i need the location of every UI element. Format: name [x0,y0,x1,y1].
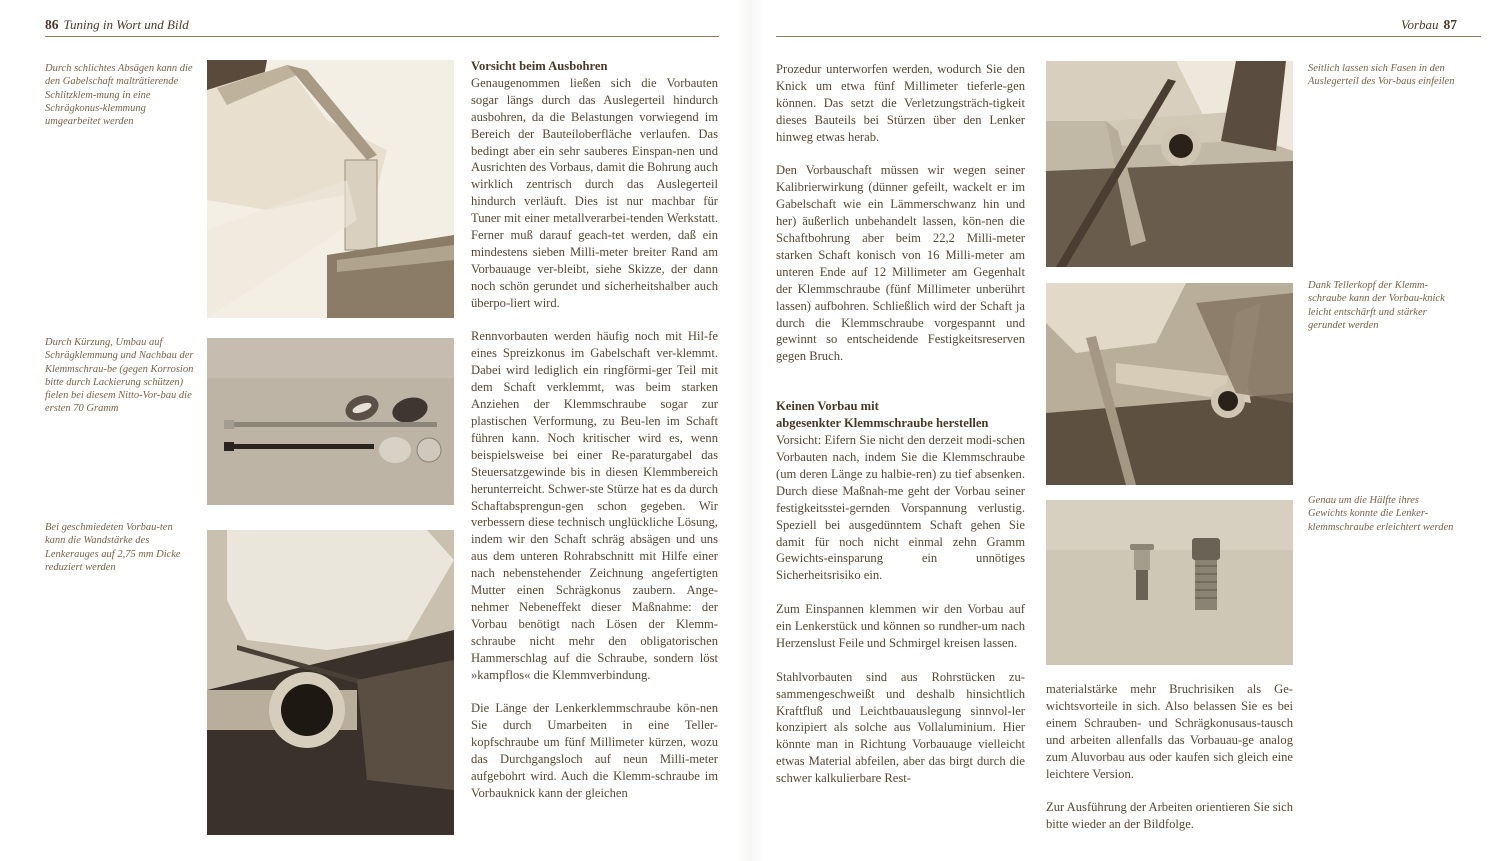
right-text-column-2 [1046,681,1293,850]
paragraph: Prozedur unterworfen werden, wodurch Sie den Knick um etwa fünf Millimeter tieferle-gen können. Das setzt die Verletzungsträch-tigkeit dieses Bauteils bei Stürzen über den Lenker hinweg etwas herab. [776,62,1025,144]
paragraph: materialstärke mehr Bruchrisiken als Ge-wichtsvorteile in sich. Also belassen Sie es bei einem Schrauben- und Schrägkonusaus-tausch und arbeiten allenfalls das Vorbauau-ge analog zum Aluvorbau aus oder kaufen sich gleich eine leichtere Version. [1046,682,1293,781]
caption-1: Durch schlichtes Absägen kann die den Gabelschaft malträtierende Schlitzklem-mung in eine Schrägkonus-klemmung umgearbeitet werden [45,63,193,128]
running-title: Vorbau [1400,17,1439,32]
running-title: Tuning in Wort und Bild [63,17,189,32]
header-rule [776,36,1481,37]
photo-shortened-bolts-and-wedges [207,338,454,505]
paragraph: Die Länge der Lenkerklemmschraube kön-nen Sie durch Umarbeiten in eine Teller-kopfschraube um fünf Millimeter kürzen, wozu das Durchgangsloch auf neun Milli-meter aufgebohrt wird. Auch die Klemm-schraube im Vorbauknick kann der gleichen [471,701,718,800]
page-86 [0,0,750,861]
left-text-column [471,58,718,819]
paragraph: Rennvorbauten werden häufig noch mit Hil-fe eines Spreizkonus im Gabelschaft ver-klemmt. Dabei wird lediglich ein ringförmi-ger Teil mit dem Schaft verklemmt, was beim starken Anziehen der Klemmschraube sogar zur plastischen Verformung, zu Beu-len im Schaft führen kann. Noch kritischer wird es, wenn beispielsweise bei einer Re-paraturgabel das Steuersatzgewinde bis in diesen Klemmbereich herunterreicht. Schwer-ste Stürze hat es da durch Schaftabsprengun-gen schon gegeben. Wir verbessern diese technisch unglückliche Lösung, indem wir den Schaft schräg absägen und uns aus dem unteren Rohrabschnitt mit Hilfe einer nach nebenstehender Zeichnung angefertigten Mutter einen Schrägkonus zaubern. Ange-nehmer Nebeneffekt dieser Maßnahme: der Vorbau benötigt nach Lösen der Klemm-schraube nicht mehr den obligatorischen Hammerschlag auf die Schraube, sondern löst »kampflos« die Klemmverbindung. [471,329,718,682]
section-heading-keinen-vorbau-line2: abgesenkter Klemmschraube herstellen [776,416,989,431]
caption-right-3: Genau um die Hälfte ihres Gewichts konnte die Lenker-klemmschraube erleichtert werden [1308,495,1454,533]
page-number: 87 [1443,17,1457,32]
header-rule [45,36,719,37]
photo-filing-stem-knee [1046,283,1293,485]
running-head-right [1401,17,1457,33]
caption-right-2: Dank Tellerkopf der Klemm-schraube kann der Vorbau-knick leicht entschärft und stärker gerundet werden [1308,280,1445,331]
photo-filing-stem-bevel [1046,61,1293,267]
right-text-column-1 [776,61,1025,804]
photo-filing-stem-clamp-eye [207,530,454,835]
paragraph: Zum Einspannen klemmen wir den Vorbau auf ein Lenkerstück und können so rundher-um nach Herzenslust Feile und Schmirgel kreisen lassen. [776,602,1025,650]
section-heading-vorsicht-beim-ausbohren: Vorsicht beim Ausbohren [471,59,608,73]
page-number: 86 [45,17,59,32]
section-heading-keinen-vorbau-line1: Keinen Vorbau mit [776,399,879,414]
caption-3: Bei geschmiedeten Vorbau-ten kann die Wandstärke des Lenkerauges auf 2,75 mm Dicke reduziert werden [45,522,181,573]
photo-lightened-clamp-bolt-comparison [1046,500,1293,665]
paragraph: Den Vorbauschaft müssen wir wegen seiner Kalibrierwirkung (dünner gefeilt, wackelt er im Gabelschaft wie ein Lämmerschwanz hin und her) äußerlich unbehandelt lassen, kön-nen die Schaftbohrung aber beim 22,2 Milli-meter starken Schaft konisch von 16 Milli-meter am unteren Ende auf 12 Millimeter am Gegenhalt der Klemmschraube (fünf Millimeter unberührt lassen) aufbohren. Schließlich wird der Schaft ja durch die Klemmschraube vorgespannt und gewinnt so entscheidende Festigkeitsreserven gegen Bruch. [776,163,1025,364]
paragraph: Zur Ausführung der Arbeiten orientieren Sie sich bitte wieder an der Bildfolge. [1046,800,1293,832]
paragraph: Vorsicht: Eifern Sie nicht den derzeit modi-schen Vorbauten nach, indem Sie die Klemmschraube (um deren Länge zu halbie-ren) zu tief absenken. Durch diese Maßnah-me geht der Vorbau seiner festigkeitsstei-gernden Vorspannung verlustig. Speziell bei ausgedünntem Schaft gehen Sie damit für noch nicht einmal zehn Gramm Gewichts-einsparung ein unnötiges Sicherheitsrisiko ein. [776,433,1025,583]
page-87 [752,0,1502,861]
photo-hacksaw-cutting-steerer [207,60,454,318]
caption-right-1: Seitlich lassen sich Fasen in den Auslegerteil des Vor-baus einfeilen [1308,63,1455,88]
running-head-left [45,17,189,33]
paragraph: Stahlvorbauten sind aus Rohrstücken zu-sammengeschweißt und deshalb hinsichtlich Kraftfluß und Leichtbauauslegung sinnvol-ler konzipiert als solche aus Vollaluminium. Hier könnte man in Richtung Vorbauauge vielleicht etwas Material abfeilen, aber das birgt durch die schwer kalkulierbare Rest- [776,669,1025,786]
caption-2: Durch Kürzung, Umbau auf Schrägklemmung und Nachbau der Klemmschrau-be (gegen Korrosion bitte durch Lackierung schützen) fielen bei diesem Nitto-Vor-bau die ersten 70 Gramm [45,337,194,415]
paragraph: Genaugenommen ließen sich die Vorbauten sogar längs durch das Auslegerteil hindurch ausbohren, da die Belastungen vorwiegend im Bereich der Bauteiloberfläche verlaufen. Das bedingt aber ein sehr sauberes Einspan-nen und Ausrichten des Vorbaus, damit die Bohrung auch wirklich zentrisch durch das Auslegerteil hindurch verläuft. Dies ist nur machbar für Tuner mit einer metallverarbei-tenden Werkstatt. Ferner muß darauf geach-tet werden, daß ein mindestens sieben Milli-meter breiter Rand am Vorbauauge ver-bleibt, siehe Skizze, der dann noch schön gerundet und sicherheitshalber auch überpo-liert wird. [471,75,718,310]
